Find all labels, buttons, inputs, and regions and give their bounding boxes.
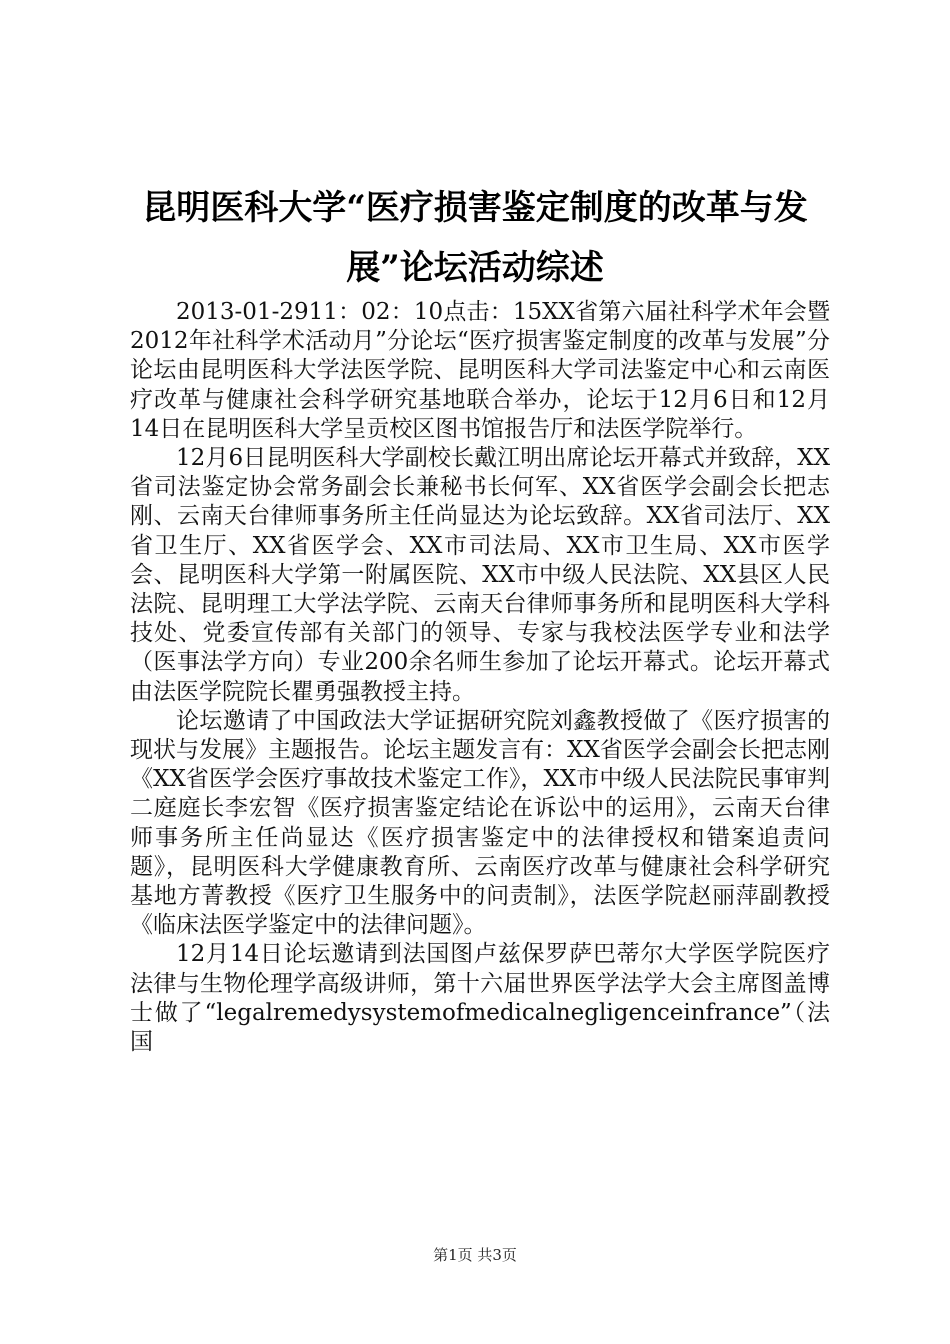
paragraph: 论坛邀请了中国政法大学证据研究院刘鑫教授做了《医疗损害的现状与发展》主题报告。论坛主题发言有：XX省医学会副会长把志刚《XX省医学会医疗事故技术鉴定工作》，XX市中级人民法院民事审判二庭庭长李宏智《医疗损害鉴定结论在诉讼中的运用》，云南天台律师事务所主任尚显达《医疗损害鉴定中的法律授权和错案追责问题》，昆明医科大学健康教育所、云南医疗改革与健康社会科学研究基地方菁教授《医疗卫生服务中的问责制》，法医学院赵丽萍副教授《临床法医学鉴定中的法律问题》。 — [130, 707, 830, 939]
paragraph: 12月14日论坛邀请到法国图卢兹保罗萨巴蒂尔大学医学院医疗法律与生物伦理学高级讲师，第十六届世界医学法学大会主席图盖博士做了“legalremedysystemofmedicalnegligenceinfrance”（法国 — [130, 941, 830, 1056]
paragraph: 2013-01-2911：02：10点击：15XX省第六届社科学术年会暨2012年社科学术活动月”分论坛“医疗损害鉴定制度的改革与发展”分论坛由昆明医科大学法医学院、昆明医科大学司法鉴定中心和云南医疗改革与健康社会科学研究基地联合举办，论坛于12月6日和12月14日在昆明医科大学呈贡校区图书馆报告厅和法医学院举行。 — [130, 299, 830, 442]
paragraph: 12月6日昆明医科大学副校长戴江明出席论坛开幕式并致辞，XX省司法鉴定协会常务副会长兼秘书长何军、XX省医学会副会长把志刚、云南天台律师事务所主任尚显达为论坛致辞。XX省司法厅、XX省卫生厅、XX省医学会、XX市司法局、XX市卫生局、XX市医学会、昆明医科大学第一附属医院、XX市中级人民法院、XX县区人民法院、昆明理工大学法学院、云南天台律师事务所和昆明医科大学科技处、党委宣传部有关部门的领导、专家与我校法医学专业和法学（医事法学方向）专业200余名师生参加了论坛开幕式。论坛开幕式由法医学院院长瞿勇强教授主持。 — [130, 445, 830, 705]
document-body — [130, 298, 830, 1057]
document-title: 昆明医科大学“医疗损害鉴定制度的改革与发展”论坛活动综述 — [142, 188, 808, 288]
page-number-footer: 第1页 共3页 — [433, 1246, 517, 1264]
